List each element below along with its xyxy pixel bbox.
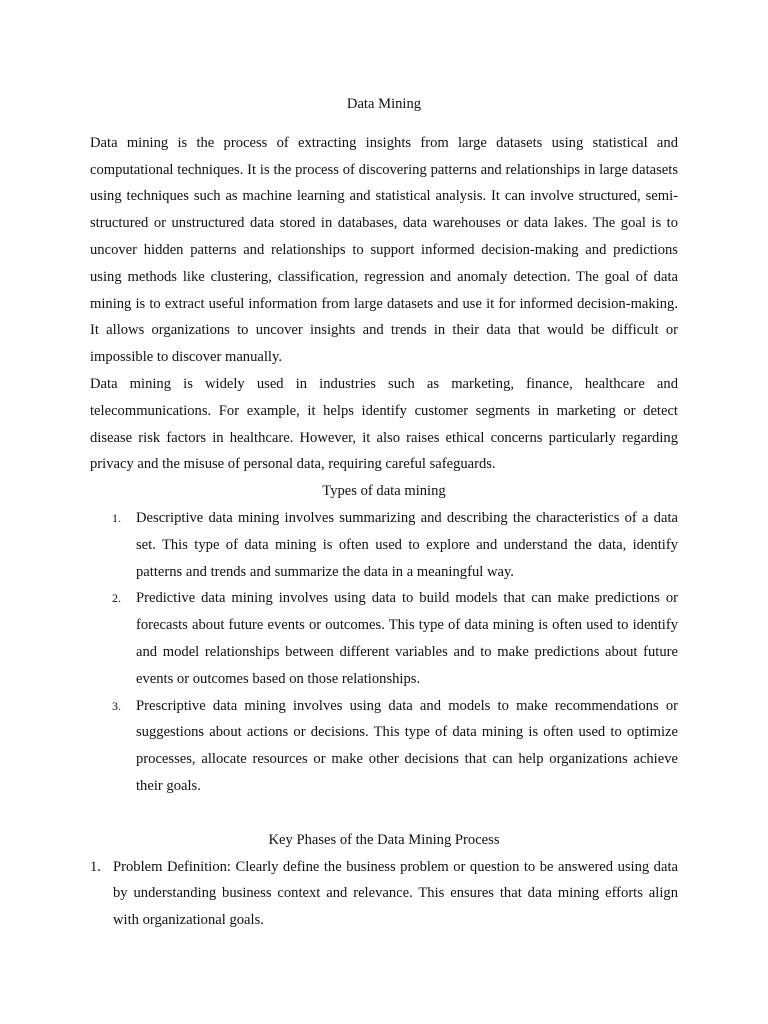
list-item-text: Predictive data mining involves using data to build models that can make predictions or forecasts about future events or outcomes. This type of data mining is often used to identify and model relationships between different variables and to make predictions about future events or outcomes based on those relationships.	[136, 590, 678, 687]
types-list	[90, 505, 678, 800]
list-item-predictive	[90, 585, 678, 692]
list-item-text: Problem Definition: Clearly define the business problem or question to be answered using data by understanding business context and relevance. This ensures that data mining efforts align with organizational goals.	[113, 858, 678, 929]
list-number: 1.	[112, 510, 121, 525]
list-number: 2.	[112, 591, 121, 606]
list-number: 3.	[112, 698, 121, 713]
list-item-problem-definition	[90, 854, 678, 934]
document-body	[90, 91, 678, 934]
types-heading: Types of data mining	[322, 483, 446, 500]
phases-heading: Key Phases of the Data Mining Process	[268, 831, 500, 848]
document-title: Data Mining	[346, 96, 422, 112]
section-spacer	[90, 800, 678, 827]
phases-list	[90, 854, 678, 934]
intro-paragraph: Data mining is the process of extracting insights from large datasets using statistical and computational techniques. It is the process of discovering patterns and relationships in large datasets using techniques such as machine learning and statistical analysis. It can involve structured, semi-structured or unstructured data stored in databases, data warehouses or data lakes. The goal is to uncover hidden patterns and relationships to support informed decision-making and predictions using methods like clustering, classification, regression and anomaly detection. The goal of data mining is to extract useful information from large datasets and use it for informed decision-making. It allows organizations to uncover insights and trends in their data that would be difficult or impossible to discover manually.	[90, 134, 678, 366]
usage-paragraph: Data mining is widely used in industries such as marketing, finance, healthcare and telecommunications. For example, it helps identify customer segments in marketing or detect disease risk factors in healthcare. However, it also raises ethical concerns particularly regarding privacy and the misuse of personal data, requiring careful safeguards.	[90, 375, 678, 473]
list-item-text: Prescriptive data mining involves using data and models to make recommendations or suggestions about actions or decisions. This type of data mining is often used to optimize processes, allocate resources or make other decisions that can help organizations achieve their goals.	[136, 697, 678, 794]
list-item-prescriptive	[90, 693, 678, 800]
list-number: 1.	[90, 858, 101, 875]
list-item-text: Descriptive data mining involves summarizing and describing the characteristics of a data set. This type of data mining is often used to explore and understand the data, identify patterns and trends and summarize the data in a meaningful way.	[136, 509, 678, 580]
list-item-descriptive	[90, 505, 678, 585]
